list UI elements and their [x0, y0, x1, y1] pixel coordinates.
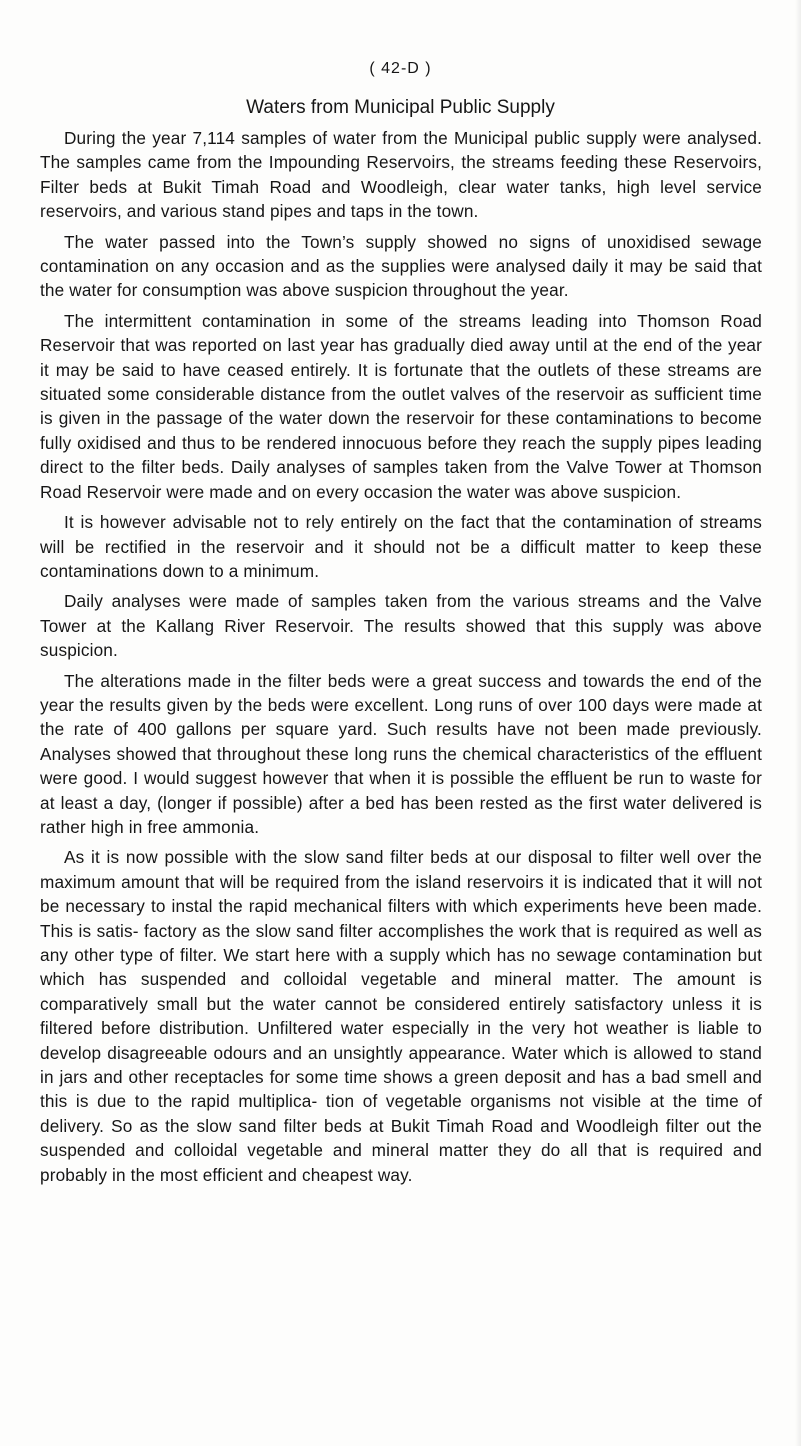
paragraph-1: During the year 7,114 samples of water from the Municipal public supply were analysed. The samples came from the Impounding Reservoirs, the streams feeding these Reservoirs, Filter beds at Bukit Timah Road and Woodleigh, clear water tanks, high level service reservoirs, and various stand pipes and taps in the town.: [40, 128, 762, 222]
paragraph-3: The intermittent contamination in some of the streams leading into Thomson Road Reservoir that was reported on last year has gradually died away until at the end of the year it may be said to have ceased entirely. It is fortunate that the outlets of these streams are situated some considerable distance from the outlet valves of the reservoir as sufficient time is given in the passage of the water down the reservoir for these contaminations to become fully oxidised and thus to be rendered innocuous before they reach the supply pipes leading direct to the filter beds. Daily analyses of samples taken from the Valve Tower at Thomson Road Reservoir were made and on every occasion the water was above suspicion.: [40, 310, 762, 502]
body-text: [40, 126, 762, 1193]
paragraph-2: The water passed into the Town’s supply showed no signs of unoxidised sewage contamination on any occasion and as the supplies were analysed daily it may be said that the water for consumption was above suspicion throughout the year.: [40, 231, 762, 301]
section-heading: Waters from Municipal Public Supply: [246, 97, 555, 118]
paragraph-4: It is however advisable not to rely entirely on the fact that the contamination of streams will be rectified in the reservoir and it should not be a difficult matter to keep these contaminations down to a minimum.: [40, 512, 762, 581]
paragraph-7: As it is now possible with the slow sand filter beds at our disposal to filter well over the maximum amount that will be required from the island reservoirs it is indicated that it will not be necessary to instal the rapid mechanical filters with which experiments heve been made. This is satis- factory as the slow sand filter accomplishes the work that is required as well as any other type of filter. We start here with a supply which has no sewage contamination but which has suspended and colloidal vegetable and mineral matter. The amount is comparatively small but the water cannot be considered entirely satisfactory unless it is filtered before distribution. Unfiltered water especially in the very hot weather is liable to develop disagreeable odours and an unsightly appearance. Water which is allowed to stand in jars and other receptacles for some time shows a green deposit and has a bad smell and this is due to the rapid multiplica- tion of vegetable organisms not visible at the time of delivery. So as the slow sand filter beds at Bukit Timah Road and Woodleigh filter out the suspended and colloidal vegetable and mineral matter they do all that is required and probably in the most efficient and cheapest way.: [40, 847, 762, 1185]
page-edge-shadow: [795, 0, 801, 1446]
paragraph-5: Daily analyses were made of samples taken from the various streams and the Valve Tower at the Kallang River Reservoir. The results showed that this supply was above suspicion.: [40, 591, 762, 661]
page-number: ( 42-D ): [369, 60, 432, 77]
paragraph-6: The alterations made in the filter beds were a great success and towards the end of the year the results given by the beds were excellent. Long runs of over 100 days were made at the rate of 400 gallons per square yard. Such results have not been made previously. Analyses showed that throughout these long runs the chemical characteristics of the effluent were good. I would suggest however that when it is possible the effluent be run to waste for at least a day, (longer if possible) after a bed has been rested as the first water delivered is rather high in free ammonia.: [40, 670, 762, 837]
